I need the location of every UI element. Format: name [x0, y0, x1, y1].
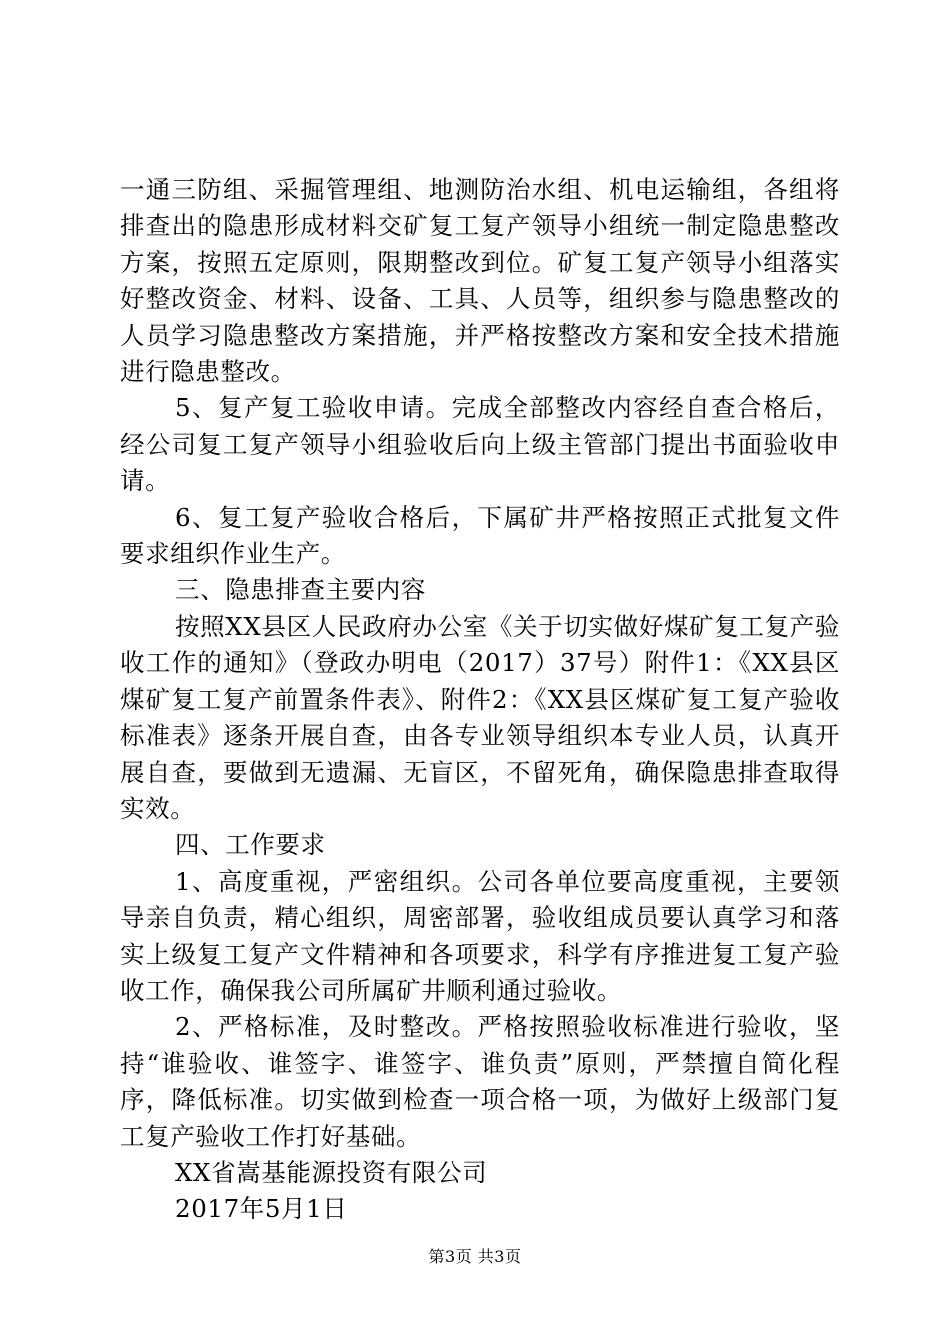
paragraph-item-5: 5、复产复工验收申请。完成全部整改内容经自查合格后，经公司复工复产领导小组验收后向上级主管部门提出书面验收申请。	[120, 393, 840, 496]
paragraph-requirement-2: 2、严格标准，及时整改。严格按照验收标准进行验收，坚持“谁验收、谁签字、谁签字、谁负责”原则，严禁擅自简化程序，降低标准。切实做到检查一项合格一项，为做好上级部门复工复产验收工作打好基础。	[120, 1012, 840, 1151]
signature-date: 2017年5月1日	[175, 1194, 348, 1224]
paragraph-continuation: 一通三防组、采掘管理组、地测防治水组、机电运输组，各组将排查出的隐患形成材料交矿复工复产领导小组统一制定隐患整改方案，按照五定原则，限期整改到位。矿复工复产领导小组落实好整改资金、材料、设备、工具、人员等，组织参与隐患整改的人员学习隐患整改方案措施，并严格按整改方案和安全技术措施进行隐患整改。	[120, 175, 840, 387]
signature-company: XX省嵩基能源投资有限公司	[175, 1157, 488, 1187]
paragraph-item-6: 6、复工复产验收合格后，下属矿井严格按照正式批复文件要求组织作业生产。	[120, 502, 840, 569]
page-number-footer: 第3页 共3页	[428, 1247, 522, 1266]
document-body	[120, 172, 840, 1228]
paragraph-section-3-content: 按照XX县区人民政府办公室《关于切实做好煤矿复工复产验收工作的通知》（登政办明电（2017）37号）附件1：《XX县区煤矿复工复产前置条件表》、附件2：《XX县区煤矿复工复产验收标准表》逐条开展自查，由各专业领导组织本专业人员，认真开展自查，要做到无遗漏、无盲区，不留死角，确保隐患排查取得实效。	[120, 611, 840, 823]
paragraph-requirement-1: 1、高度重视，严密组织。公司各单位要高度重视，主要领导亲自负责，精心组织，周密部署，验收组成员要认真学习和落实上级复工复产文件精神和各项要求，科学有序推进复工复产验收工作，确保我公司所属矿井顺利通过验收。	[120, 866, 840, 1005]
section-heading-4: 四、工作要求	[175, 830, 326, 860]
section-heading-3: 三、隐患排查主要内容	[175, 575, 426, 605]
